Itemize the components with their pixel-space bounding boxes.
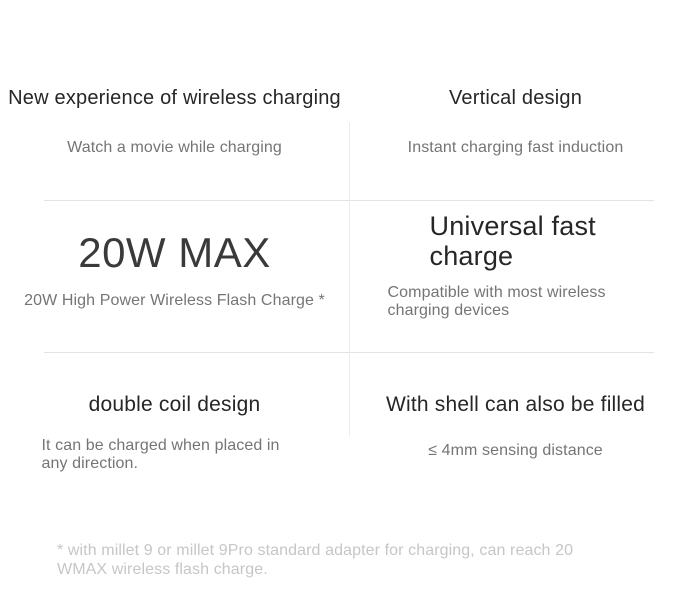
footnote-line-2: WMAX wireless flash charge. [57,561,268,578]
feature-cell-double-coil [0,352,349,480]
feature-subtitle-double-coil [42,437,308,473]
feature-subtitle-20w-max: 20W High Power Wireless Flash Charge * [24,292,325,310]
title-line-2: charge [429,240,514,271]
feature-subtitle-new-experience: Watch a movie while charging [67,139,282,156]
feature-cell-20w-max [0,200,349,352]
feature-title-universal-fast-charge [430,200,602,272]
subtitle-line-1: Compatible with most wireless [387,283,606,301]
subtitle-line-2: charging devices [387,301,510,319]
feature-subtitle-with-shell: ≤ 4mm sensing distance [428,442,603,460]
feature-cell-universal-fast-charge [349,200,682,352]
feature-title-double-coil: double coil design [88,393,261,416]
feature-cell-vertical-design [349,0,682,200]
feature-title-vertical-design: Vertical design [448,87,583,109]
subtitle-line-2: any direction. [41,455,139,473]
footnote [57,541,657,579]
feature-cell-new-experience [0,0,349,200]
feature-title-new-experience: New experience of wireless charging [8,87,341,109]
title-line-1: Universal fast [429,211,596,241]
feature-cell-with-shell [349,352,682,480]
feature-subtitle-vertical-design: Instant charging fast induction [407,139,624,156]
subtitle-line-1: It can be charged when placed in [41,437,280,455]
feature-title-with-shell: With shell can also be filled [385,393,646,416]
feature-subtitle-universal-fast-charge [388,284,644,320]
footnote-line-1: * with millet 9 or millet 9Pro standard adapter for charging, can reach 20 [57,542,574,559]
feature-title-20w-max: 20W MAX [78,229,271,276]
vertical-divider [349,122,350,437]
